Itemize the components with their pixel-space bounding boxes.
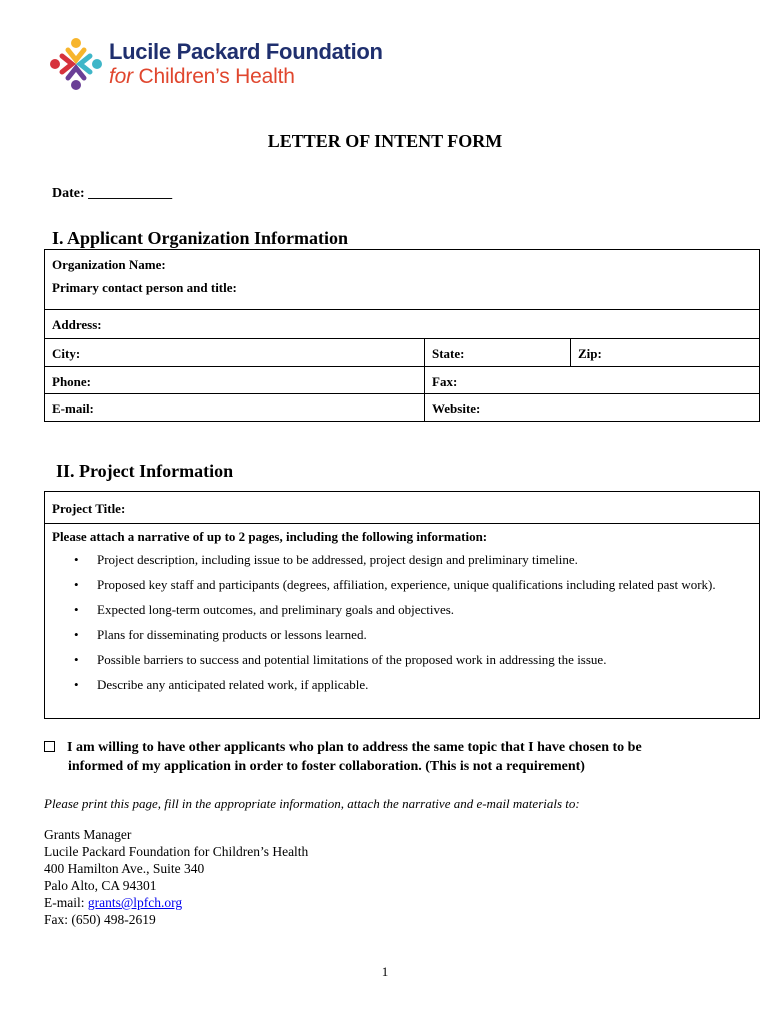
primary-contact-label: Primary contact person and title:: [52, 280, 237, 295]
narrative-bullet-list: [45, 552, 745, 702]
contact-email-label: E-mail:: [44, 895, 88, 910]
date-field[interactable]: Date: ____________: [52, 186, 173, 201]
org-contact-cell[interactable]: [45, 250, 759, 309]
contact-city: Palo Alto, CA 94301: [44, 878, 157, 893]
logo-name-line: Lucile Packard Foundation: [109, 39, 383, 64]
attach-note: Please attach a narrative of up to 2 pages, including the following information:: [52, 529, 488, 544]
bullet-item: • Describe any anticipated related work, if applicable.: [45, 677, 745, 693]
mailing-address-block: [44, 826, 308, 928]
bullet-item: • Plans for disseminating products or lessons learned.: [45, 627, 745, 643]
project-title-cell[interactable]: Project Title:: [52, 501, 126, 516]
bullet-item: • Expected long-term outcomes, and preliminary goals and objectives.: [45, 602, 745, 618]
collaboration-consent: [44, 738, 744, 776]
form-title: LETTER OF INTENT FORM: [267, 131, 503, 151]
bullet-item: • Proposed key staff and participants (degrees, affiliation, experience, unique qualifications including related past work).: [45, 577, 745, 593]
city-state-zip-row: [45, 339, 759, 367]
org-contact-row: [45, 250, 759, 310]
bullet-item: • Possible barriers to success and potential limitations of the proposed work in addressing the issue.: [45, 652, 745, 668]
applicant-info-table: [44, 249, 760, 422]
contact-org: Lucile Packard Foundation for Children’s Health: [44, 844, 309, 859]
phone-fax-row: [45, 367, 759, 394]
state-cell[interactable]: State:: [424, 339, 570, 366]
page-number: 1: [381, 964, 389, 979]
foundation-logo: [46, 34, 383, 96]
email-website-row: [45, 394, 759, 421]
address-cell[interactable]: Address:: [52, 317, 102, 332]
phone-cell[interactable]: Phone:: [52, 374, 91, 389]
logo-tagline-for: for: [109, 65, 133, 88]
zip-cell[interactable]: Zip:: [570, 339, 759, 366]
instructions-text: Please print this page, fill in the appropriate information, attach the narrative and e-mail materials to:: [44, 796, 580, 811]
logo-tagline: [109, 65, 295, 89]
city-cell[interactable]: City:: [52, 346, 81, 361]
contact-fax: Fax: (650) 498-2619: [44, 912, 156, 927]
collaboration-text-line1: I am willing to have other applicants who plan to address the same topic that I have chosen to be: [67, 740, 642, 755]
collaboration-checkbox[interactable]: [44, 741, 55, 752]
foundation-logo-icon: [46, 34, 106, 94]
org-name-label: Organization Name:: [52, 257, 166, 272]
contact-email-link[interactable]: grants@lpfch.org: [87, 895, 183, 910]
contact-name: Grants Manager: [44, 827, 132, 842]
section1-heading: I. Applicant Organization Information: [52, 228, 349, 248]
collaboration-text-line2: informed of my application in order to foster collaboration. (This is not a requirement): [68, 759, 585, 774]
address-row: [45, 310, 759, 339]
project-info-table: [44, 491, 760, 719]
website-cell[interactable]: Website:: [424, 394, 759, 421]
email-cell[interactable]: E-mail:: [52, 401, 94, 416]
section2-heading: II. Project Information: [56, 461, 234, 481]
contact-email-line: [44, 894, 308, 911]
fax-cell[interactable]: Fax:: [424, 367, 759, 393]
contact-street: 400 Hamilton Ave., Suite 340: [44, 861, 205, 876]
project-title-row: [45, 492, 759, 524]
bullet-item: • Project description, including issue to be addressed, project design and preliminary timeline.: [45, 552, 745, 568]
logo-tagline-rest: Children’s Health: [132, 65, 295, 88]
